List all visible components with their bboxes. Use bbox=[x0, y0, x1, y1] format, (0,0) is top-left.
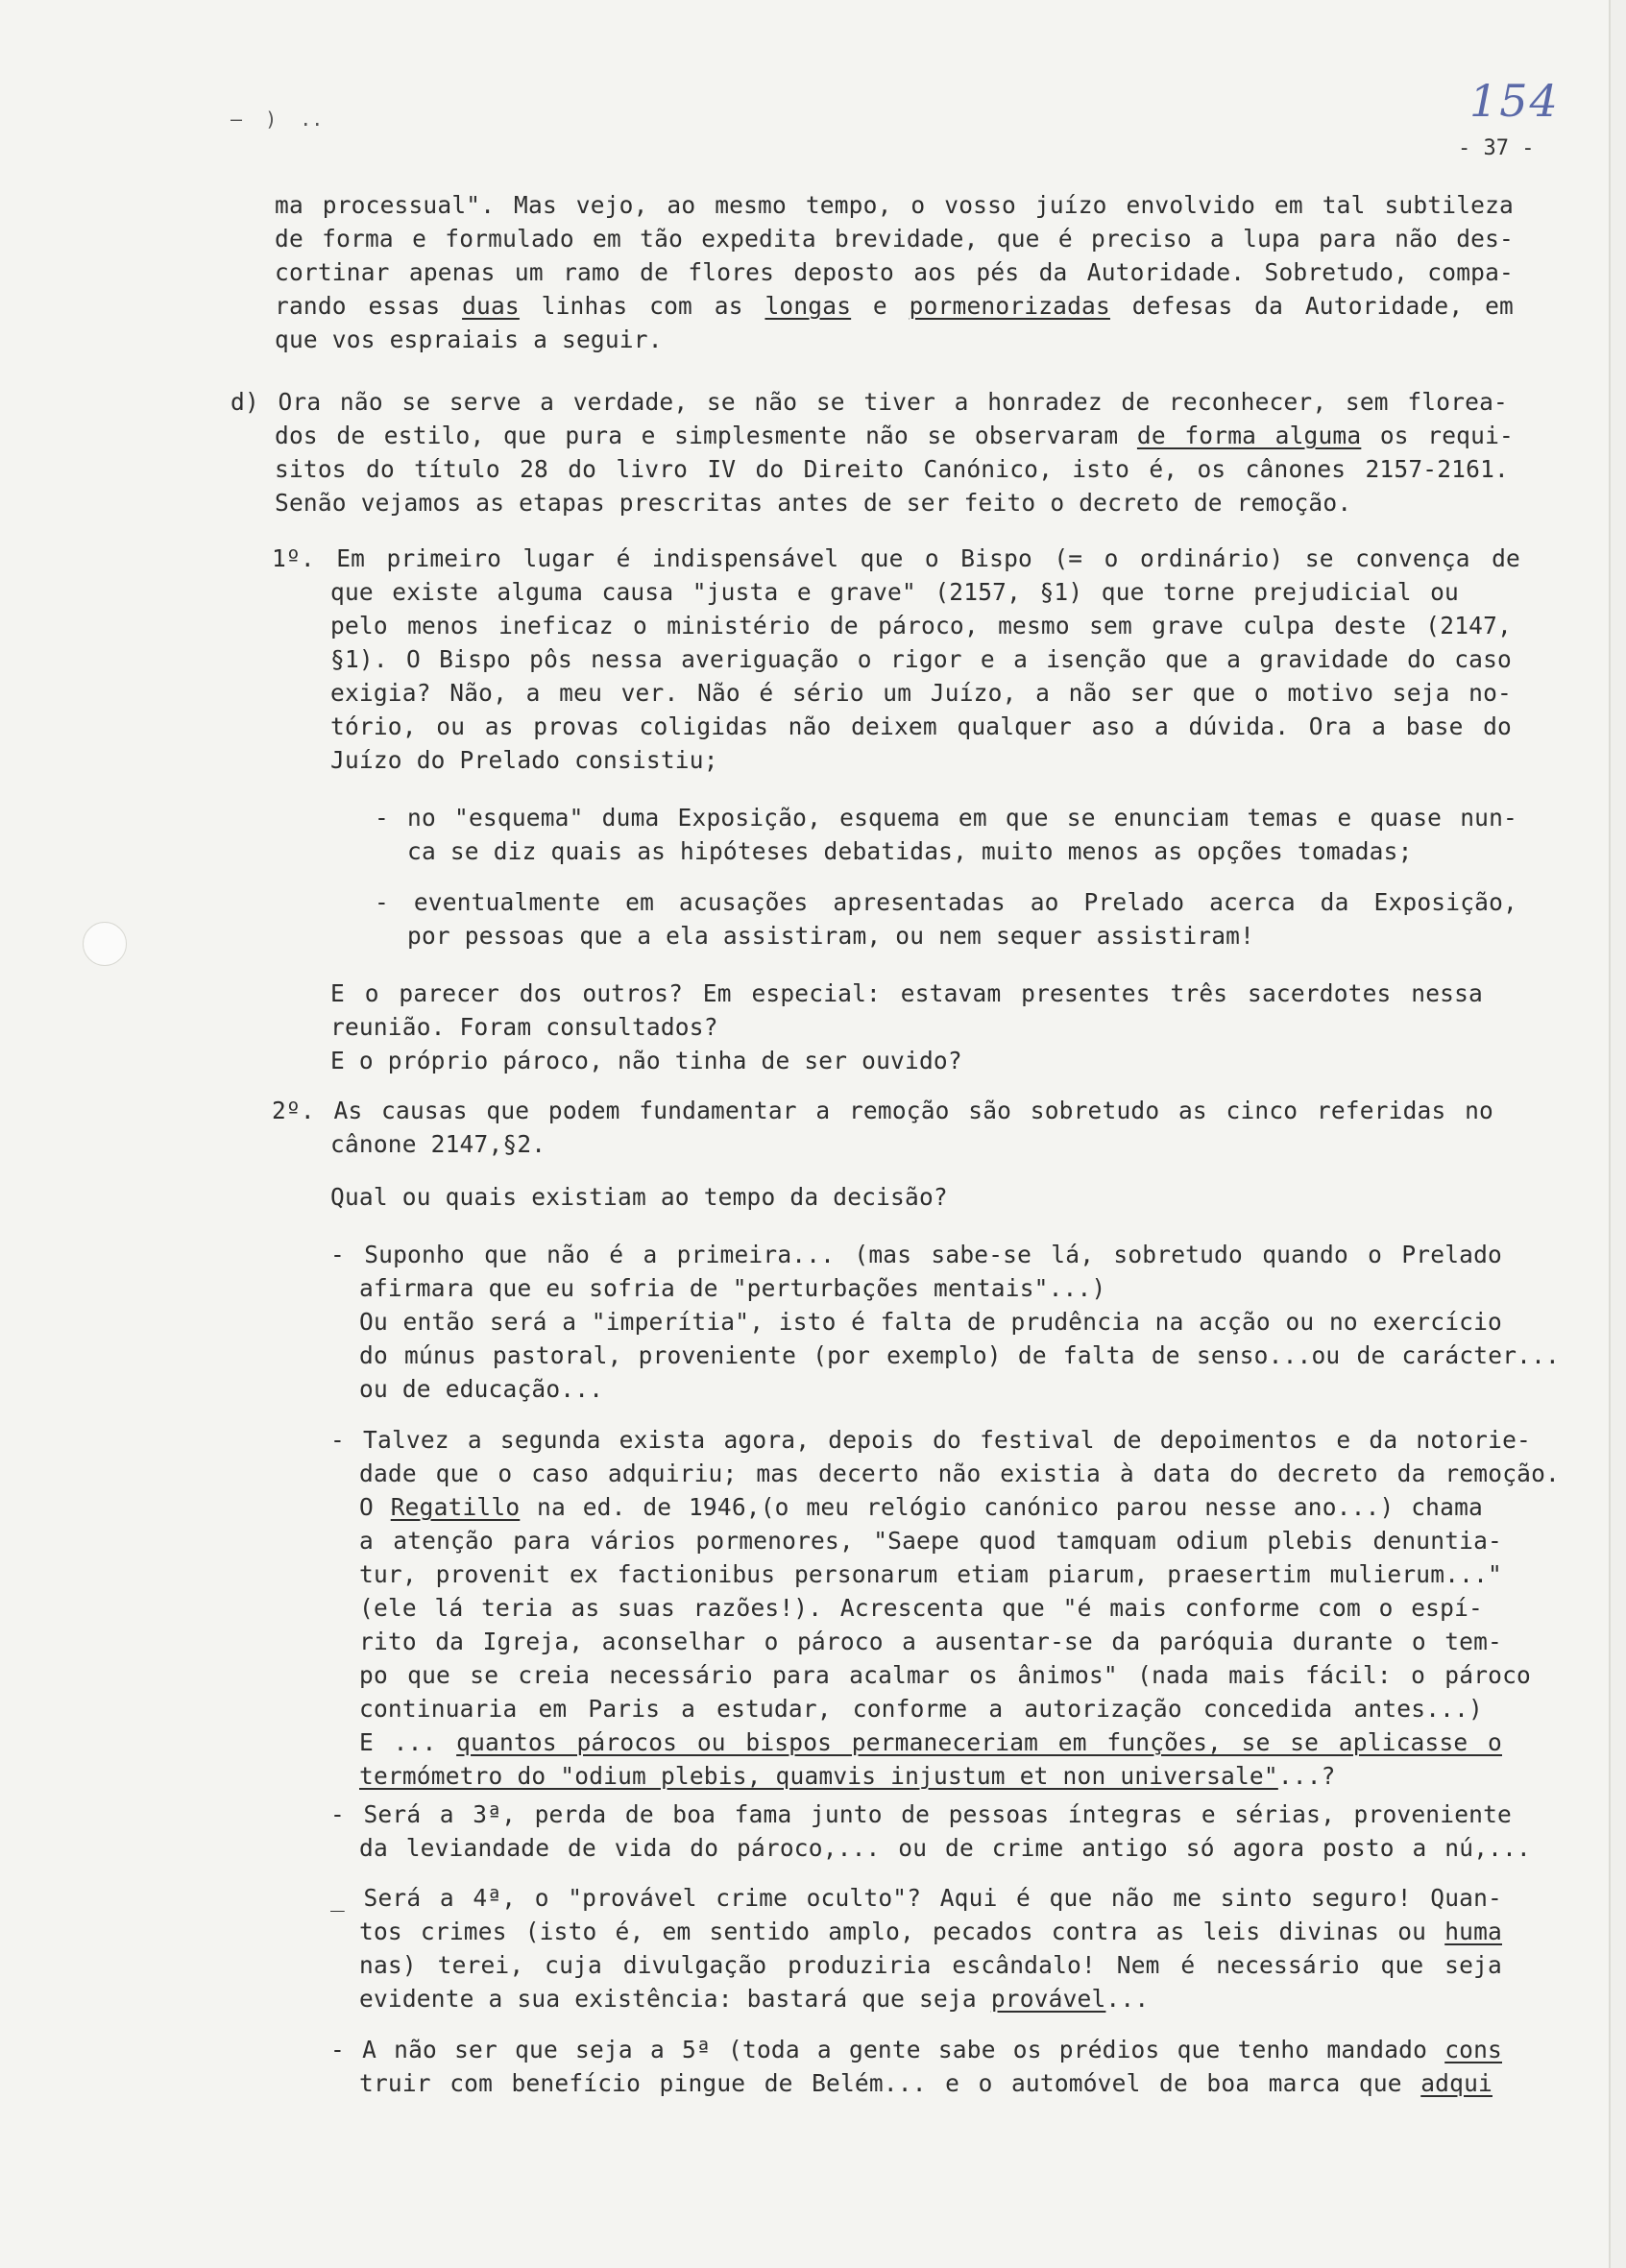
text-line: reunião. Foram consultados? bbox=[330, 1013, 718, 1041]
text-line: do múnus pastoral, proveniente (por exemplo) de falta de senso...ou de carácter... bbox=[359, 1341, 1560, 1369]
text-line: E o próprio pároco, não tinha de ser ouvido? bbox=[330, 1047, 962, 1074]
text-line: Senão vejamos as etapas prescritas antes de ser feito o decreto de remoção. bbox=[275, 489, 1352, 517]
text-line: Ou então será a "imperítia", isto é falta de prudência na acção ou no exercício bbox=[359, 1308, 1502, 1336]
text-line: afirmara que eu sofria de "perturbações mentais"...) bbox=[359, 1274, 1106, 1302]
punch-hole bbox=[83, 922, 127, 966]
text-line: que vos espraiais a seguir. bbox=[275, 326, 663, 353]
text-line: nas) terei, cuja divulgação produziria escândalo! Nem é necessário que seja bbox=[359, 1951, 1502, 1979]
text-line: tório, ou as provas coligidas não deixem qualquer aso a dúvida. Ora a base do bbox=[330, 712, 1512, 740]
text-line: (ele lá teria as suas razões!). Acrescenta que "é mais conforme com o espí- bbox=[359, 1594, 1483, 1622]
text-line: §1). O Bispo pôs nessa averiguação o rigor e a isenção que a gravidade do caso bbox=[330, 645, 1512, 673]
text-line: _ Será a 4ª, o "provável crime oculto"? Aqui é que não me sinto seguro! Quan- bbox=[330, 1884, 1502, 1912]
text-line: exigia? Não, a meu ver. Não é sério um Juízo, a não ser que o motivo seja no- bbox=[330, 679, 1512, 707]
handwritten-page-number: 154 bbox=[1469, 75, 1560, 127]
text-line: O Regatillo na ed. de 1946,(o meu relógio canónico parou nesse ano...) chama bbox=[359, 1493, 1483, 1521]
text-line: Juízo do Prelado consistiu; bbox=[330, 746, 718, 774]
text-line: evidente a sua existência: bastará que seja provável... bbox=[359, 1985, 1150, 2013]
text-line: pelo menos ineficaz o ministério de pároco, mesmo sem grave culpa deste (2147, bbox=[330, 612, 1512, 639]
text-line: rito da Igreja, aconselhar o pároco a ausentar-se da paróquia durante o tem- bbox=[359, 1628, 1502, 1655]
text-line: que existe alguma causa "justa e grave" (2157, §1) que torne prejudicial ou bbox=[330, 578, 1459, 606]
margin-marks: — ) .. bbox=[231, 108, 324, 131]
text-line: - Será a 3ª, perda de boa fama junto de pessoas íntegras e sérias, proveniente bbox=[330, 1800, 1512, 1828]
text-line: cortinar apenas um ramo de flores deposto aos pés da Autoridade. Sobretudo, compa- bbox=[275, 258, 1514, 286]
text-line: tos crimes (isto é, em sentido amplo, pecados contra as leis divinas ou huma bbox=[359, 1918, 1502, 1945]
text-line: ca se diz quais as hipóteses debatidas, muito menos as opções tomadas; bbox=[407, 837, 1413, 865]
text-line: E ... quantos párocos ou bispos permaneceriam em funções, se se aplicasse o bbox=[359, 1728, 1502, 1756]
text-line: sitos do título 28 do livro IV do Direito Canónico, isto é, os cânones 2157-2161. bbox=[275, 455, 1509, 483]
typed-page-number: - 37 - bbox=[1458, 136, 1535, 160]
text-line: da leviandade de vida do pároco,... ou de crime antigo só agora posto a nú,... bbox=[359, 1834, 1531, 1862]
text-line: termómetro do "odium plebis, quamvis injustum et non universale"...? bbox=[359, 1762, 1336, 1790]
text-line: - Talvez a segunda exista agora, depois do festival de depoimentos e da notorie- bbox=[330, 1426, 1531, 1454]
text-line: continuaria em Paris a estudar, conforme a autorização concedida antes...) bbox=[359, 1695, 1483, 1723]
text-line: po que se creia necessário para acalmar os ânimos" (nada mais fácil: o pároco bbox=[359, 1661, 1531, 1689]
text-line: 2º. As causas que podem fundamentar a remoção são sobretudo as cinco referidas no bbox=[272, 1097, 1493, 1124]
text-line: dade que o caso adquiriu; mas decerto não existia à data do decreto da remoção. bbox=[359, 1460, 1560, 1487]
text-line: - no "esquema" duma Exposição, esquema em que se enunciam temas e quase nun- bbox=[375, 804, 1517, 832]
text-line: a atenção para vários pormenores, "Saepe quod tamquam odium plebis denuntia- bbox=[359, 1527, 1502, 1555]
text-line: ou de educação... bbox=[359, 1375, 604, 1403]
text-line: ma processual". Mas vejo, ao mesmo tempo, o vosso juízo envolvido em tal subtileza bbox=[275, 191, 1514, 219]
text-line: rando essas duas linhas com as longas e pormenorizadas defesas da Autoridade, em bbox=[275, 292, 1514, 320]
text-line: de forma e formulado em tão expedita brevidade, que é preciso a lupa para não des- bbox=[275, 225, 1514, 253]
text-line: Qual ou quais existiam ao tempo da decisão? bbox=[330, 1183, 948, 1211]
text-line: - Suponho que não é a primeira... (mas sabe-se lá, sobretudo quando o Prelado bbox=[330, 1241, 1502, 1268]
text-line: - eventualmente em acusações apresentadas ao Prelado acerca da Exposição, bbox=[375, 888, 1517, 916]
text-line: truir com benefício pingue de Belém... e o automóvel de boa marca que adqui bbox=[359, 2069, 1493, 2097]
text-line: tur, provenit ex factionibus personarum etiam piarum, praesertim mulierum..." bbox=[359, 1560, 1502, 1588]
text-line: d) Ora não se serve a verdade, se não se tiver a honradez de reconhecer, sem florea- bbox=[231, 388, 1508, 416]
text-line: 1º. Em primeiro lugar é indispensável que o Bispo (= o ordinário) se convença de bbox=[272, 544, 1520, 572]
text-line: por pessoas que a ela assistiram, ou nem sequer assistiram! bbox=[407, 922, 1255, 950]
text-line: E o parecer dos outros? Em especial: estavam presentes três sacerdotes nessa bbox=[330, 979, 1483, 1007]
text-line: - A não ser que seja a 5ª (toda a gente sabe os prédios que tenho mandado cons bbox=[330, 2036, 1502, 2063]
text-line: dos de estilo, que pura e simplesmente não se observaram de forma alguma os requi- bbox=[275, 422, 1514, 449]
text-line: cânone 2147,§2. bbox=[330, 1130, 546, 1158]
